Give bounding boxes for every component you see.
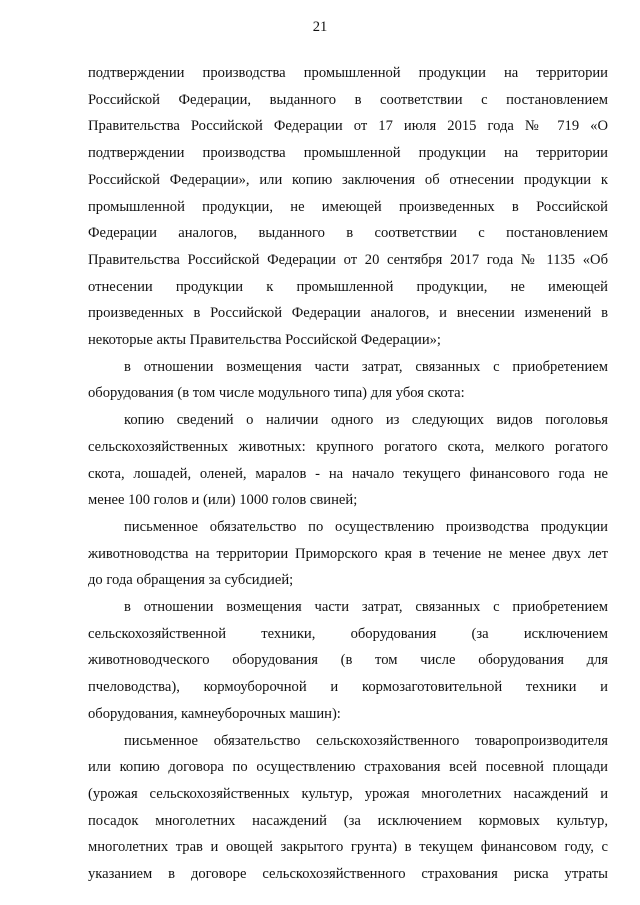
text-line: подтверждении производства промышленной продукции на территории [88, 65, 608, 81]
text-line: сельскохозяйственных животных: крупного рогатого скота, мелкого рогатого [88, 438, 608, 455]
text-line: Федерации аналогов, выданного в соответствии с постановлением [88, 225, 608, 242]
text-line: в отношении возмещения части затрат, связанных с приобретением [124, 599, 608, 615]
text-line: отнесении продукции к промышленной продукции, не имеющей [88, 278, 608, 295]
text-line: промышленной продукции, не имеющей произведенных в Российской [88, 198, 608, 215]
text-line: или копию договора по осуществлению страхования всей посевной площади [88, 759, 608, 776]
text-line: произведенных в Российской Федерации аналогов, и внесении изменений в [88, 305, 608, 322]
text-line: (урожая сельскохозяйственных культур, урожая многолетних насаждений и [88, 785, 608, 802]
text-line: подтверждении производства промышленной продукции на территории [88, 145, 608, 162]
text-line: в отношении возмещения части затрат, связанных с приобретением [124, 358, 608, 375]
text-line: пчеловодства), кормоуборочной и кормозаготовительной техники и [88, 679, 608, 696]
text-line: некоторые акты Правительства Российской Федерации»; [88, 332, 441, 348]
text-line: животноводства на территории Приморского края в течение не менее двух лет [88, 545, 608, 562]
page-number: 21 [312, 19, 328, 35]
text-line: менее 100 голов и (или) 1000 голов свиней; [88, 492, 358, 509]
text-line: указанием в договоре сельскохозяйственного страхования риска утраты [88, 866, 608, 882]
text-line: скота, лошадей, оленей, маралов - на начало текущего финансового года не [88, 465, 608, 482]
text-line: посадок многолетних насаждений (за исключением кормовых культур, [88, 812, 608, 829]
text-line: сельскохозяйственной техники, оборудования (за исключением [88, 625, 608, 642]
text-line: до года обращения за субсидией; [88, 572, 294, 589]
text-line: животноводческого оборудования (в том числе оборудования для [88, 652, 608, 669]
text-line: оборудования, камнеуборочных машин): [88, 705, 341, 722]
text-line: многолетних трав и овощей закрытого грунта) в текущем финансовом году, с [88, 839, 608, 856]
text-line: Правительства Российской Федерации от 17 июля 2015 года № 719 «О [88, 118, 608, 135]
text-line: Российской Федерации», или копию заключения об отнесении продукции к [88, 171, 608, 188]
text-line: письменное обязательство сельскохозяйственного товаропроизводителя [124, 732, 608, 749]
text-line: письменное обязательство по осуществлению производства продукции [124, 518, 608, 535]
text-line: оборудования (в том числе модульного типа) для убоя скота: [88, 385, 465, 402]
text-line: Российской Федерации, выданного в соответствии с постановлением [88, 91, 608, 108]
text-line: Правительства Российской Федерации от 20 сентября 2017 года № 1135 «Об [88, 251, 608, 268]
text-line: копию сведений о наличии одного из следующих видов поголовья [124, 412, 608, 429]
